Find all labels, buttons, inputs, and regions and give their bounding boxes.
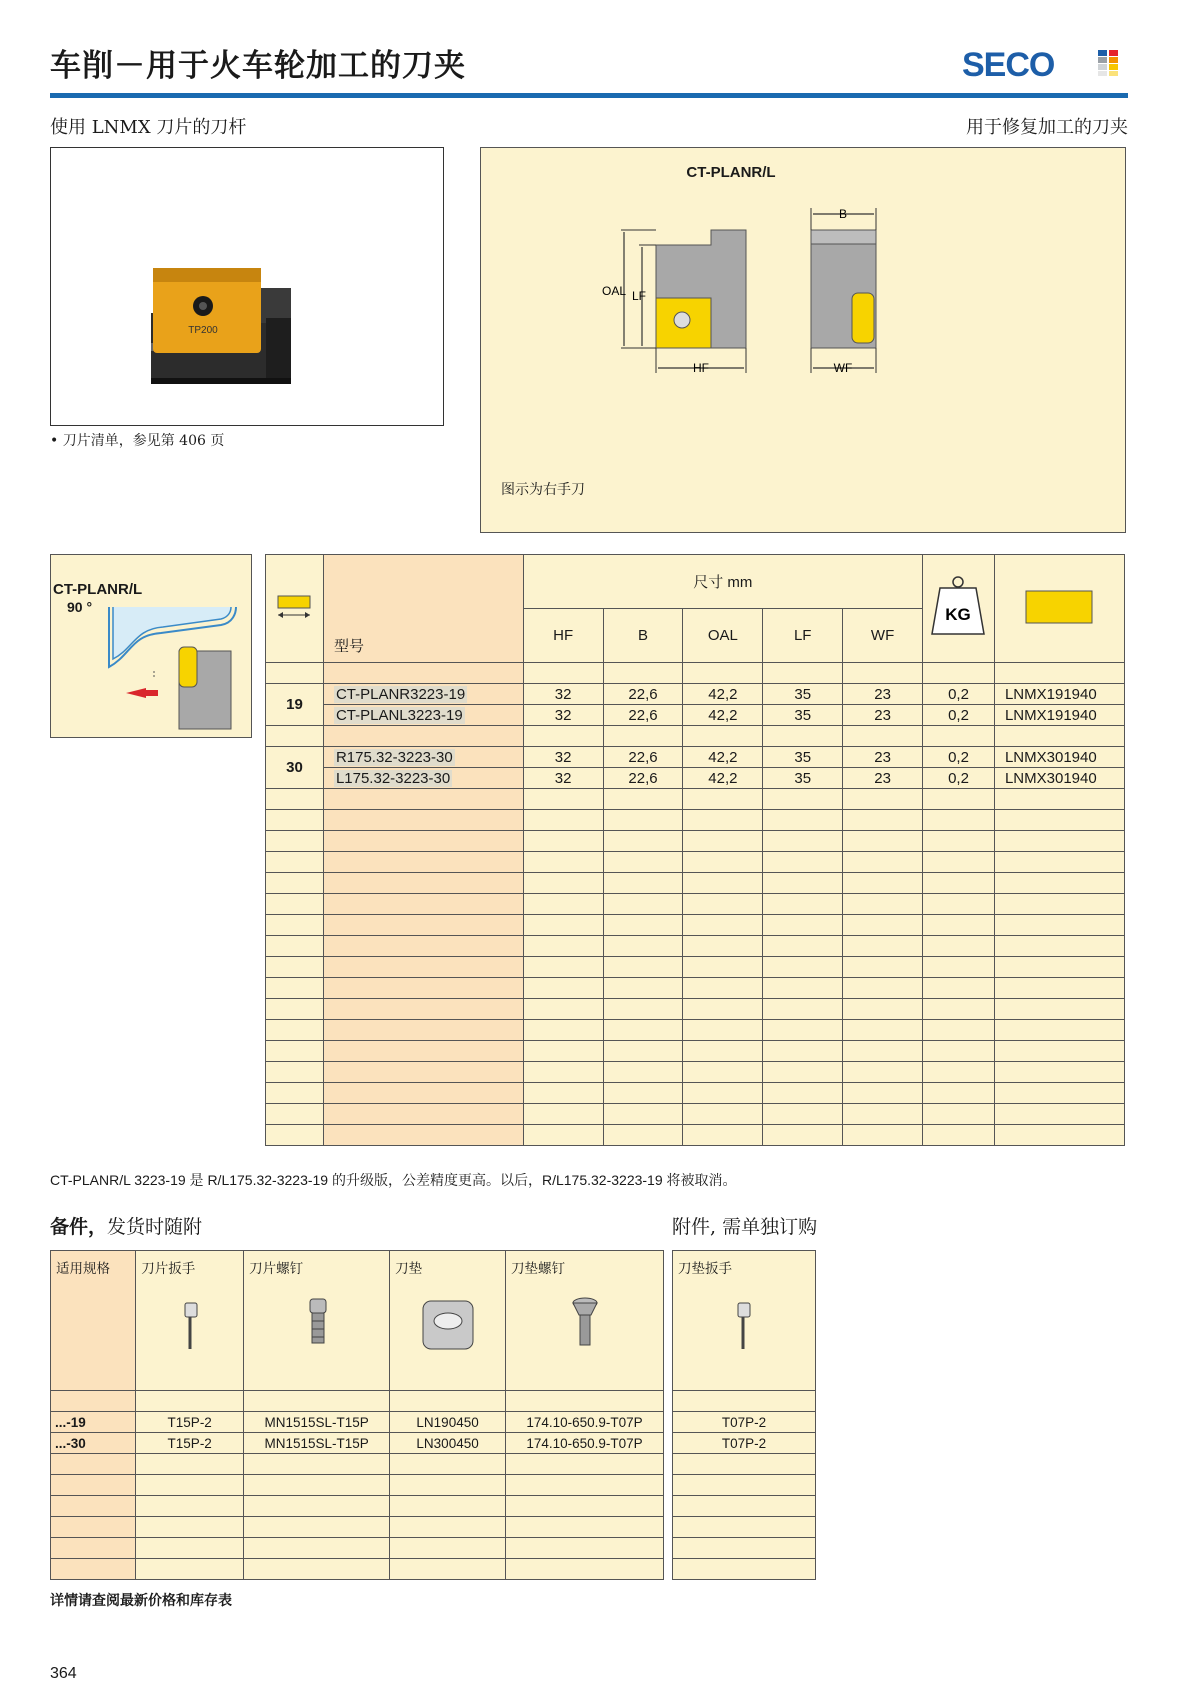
- empty-row: [266, 1020, 1125, 1041]
- lf-value: 35: [763, 705, 843, 726]
- model-name: L175.32-3223-30: [335, 769, 451, 787]
- empty-row: [266, 915, 1125, 936]
- model-name: R175.32-3223-30: [335, 748, 453, 766]
- oal-value: 42,2: [683, 747, 763, 768]
- model-name: CT-PLANL3223-19: [335, 706, 463, 724]
- empty-row: [673, 1475, 816, 1496]
- dimension-diagram: [480, 147, 1126, 533]
- wf-label: WF: [833, 361, 853, 375]
- table-row: [51, 1412, 664, 1433]
- diagram-title: CT-PLANR/L: [686, 164, 776, 181]
- insert-screw-header: 刀片螺钉: [244, 1251, 390, 1391]
- size-header: 适用规格: [51, 1251, 136, 1391]
- applicable-size: ...-19: [51, 1412, 136, 1433]
- oal-value: 42,2: [683, 684, 763, 705]
- holder-table: [265, 554, 1125, 1146]
- wf-value: 23: [843, 747, 923, 768]
- insert-value: LNMX191940: [994, 684, 1124, 705]
- b-value: 22,6: [603, 705, 683, 726]
- col-wf: WF: [843, 609, 923, 663]
- seco-logo: SECO: [962, 46, 1055, 84]
- wf-value: 23: [843, 705, 923, 726]
- empty-row: [51, 1538, 664, 1559]
- shim-screw-header: 刀垫螺钉: [506, 1251, 664, 1391]
- page-title: 车削－用于火车轮加工的刀夹: [50, 48, 466, 84]
- table-row: [673, 1412, 816, 1433]
- shim-value: LN300450: [390, 1433, 506, 1454]
- subtitle-left: 使用 LNMX 刀片的刀杆: [50, 117, 247, 138]
- model-name: CT-PLANR3223-19: [335, 685, 466, 703]
- insert-key-value: T15P-2: [136, 1412, 244, 1433]
- empty-row: [51, 1559, 664, 1580]
- model-header: 型号: [323, 555, 523, 663]
- insert-key-header: 刀片扳手: [136, 1251, 244, 1391]
- key-icon: [141, 1277, 241, 1357]
- header-rule: [50, 93, 1128, 98]
- shim-key-header: 刀垫扳手: [673, 1251, 816, 1391]
- empty-row: [266, 999, 1125, 1020]
- insert-value: LNMX301940: [994, 747, 1124, 768]
- hf-value: 32: [523, 705, 603, 726]
- kg-label: KG: [945, 604, 972, 624]
- empty-row: [266, 789, 1125, 810]
- empty-row: [673, 1559, 816, 1580]
- b-value: 22,6: [603, 684, 683, 705]
- table-row: [266, 684, 1125, 705]
- col-lf: LF: [763, 609, 843, 663]
- insert-header: [994, 555, 1124, 663]
- empty-row: [673, 1454, 816, 1475]
- kg-value: 0,2: [923, 768, 995, 789]
- empty-row: [51, 1496, 664, 1517]
- accessories-table: [672, 1250, 816, 1580]
- oal-value: 42,2: [683, 705, 763, 726]
- shim-header: 刀垫: [390, 1251, 506, 1391]
- empty-row: [266, 894, 1125, 915]
- subtitle-right: 用于修复加工的刀夹: [966, 117, 1128, 138]
- wf-value: 23: [843, 684, 923, 705]
- col-oal: OAL: [683, 609, 763, 663]
- insert-list-note: • 刀片清单，参见第 406 页: [50, 433, 225, 449]
- oal-value: 42,2: [683, 768, 763, 789]
- workpiece-profile-icon: [51, 555, 251, 737]
- hf-label: HF: [693, 361, 709, 375]
- empty-row: [266, 1083, 1125, 1104]
- b-value: 22,6: [603, 747, 683, 768]
- tp200-label: TP200: [188, 325, 218, 336]
- weight-header: [923, 555, 995, 663]
- shim-key-value: T07P-2: [673, 1412, 816, 1433]
- table-row: [266, 768, 1125, 789]
- empty-row: [51, 1475, 664, 1496]
- empty-row: [266, 852, 1125, 873]
- upgrade-note: CT-PLANR/L 3223-19 是 R/L175.32-3223-19 的升级版，公差精度更高。以后，R/L175.32-3223-19 将被取消。: [50, 1172, 737, 1188]
- price-footnote: 详情请查阅最新价格和库存表: [50, 1593, 232, 1609]
- oal-label: OAL: [601, 284, 627, 298]
- lf-value: 35: [763, 747, 843, 768]
- table-row: [266, 747, 1125, 768]
- shim-screw-value: 174.10-650.9-T07P: [506, 1433, 664, 1454]
- table-row: [51, 1433, 664, 1454]
- mini-title: CT-PLANR/L: [53, 581, 143, 598]
- empty-row: [266, 1104, 1125, 1125]
- right-hand-note: 图示为右手刀: [501, 482, 585, 498]
- product-photo: [50, 147, 444, 426]
- insert-screw-value: MN1515SL-T15P: [244, 1433, 390, 1454]
- screw-icon: [249, 1277, 385, 1357]
- empty-row: [673, 1496, 816, 1517]
- lf-value: 35: [763, 684, 843, 705]
- kg-value: 0,2: [923, 684, 995, 705]
- col-hf: HF: [523, 609, 603, 663]
- hf-value: 32: [523, 768, 603, 789]
- empty-row: [266, 810, 1125, 831]
- insert-size-icon: [276, 594, 312, 620]
- applicable-size: ...-30: [51, 1433, 136, 1454]
- col-b: B: [603, 609, 683, 663]
- table-row: [266, 705, 1125, 726]
- tool-holder-image: [51, 148, 443, 425]
- dimension-drawing: [481, 148, 1125, 532]
- empty-row: [266, 1125, 1125, 1146]
- kg-value: 0,2: [923, 705, 995, 726]
- shim-value: LN190450: [390, 1412, 506, 1433]
- table-row: [673, 1433, 816, 1454]
- empty-row: [673, 1538, 816, 1559]
- kg-value: 0,2: [923, 747, 995, 768]
- page-number: 364: [50, 1665, 77, 1682]
- insert-key-value: T15P-2: [136, 1433, 244, 1454]
- insert-screw-value: MN1515SL-T15P: [244, 1412, 390, 1433]
- empty-row: [673, 1517, 816, 1538]
- size-30: 30: [266, 747, 324, 789]
- empty-row: [266, 957, 1125, 978]
- b-label: B: [838, 207, 848, 221]
- hf-value: 32: [523, 747, 603, 768]
- b-value: 22,6: [603, 768, 683, 789]
- insert-value: LNMX301940: [994, 768, 1124, 789]
- spare-parts-heading: 备件，发货时随附: [50, 1216, 203, 1238]
- shim-icon: [395, 1277, 501, 1357]
- shim-screw-icon: [511, 1277, 659, 1357]
- empty-row: [266, 1062, 1125, 1083]
- accessories-heading: 附件, 需单独订购: [672, 1216, 818, 1238]
- mini-angle: 90 °: [67, 599, 93, 615]
- spare-parts-table: [50, 1250, 664, 1580]
- insert-value: LNMX191940: [994, 705, 1124, 726]
- empty-row: [266, 936, 1125, 957]
- empty-row: [266, 1041, 1125, 1062]
- empty-row: [266, 873, 1125, 894]
- empty-row: [51, 1454, 664, 1475]
- insert-size-header: [266, 555, 324, 663]
- empty-row: [266, 978, 1125, 999]
- size-19: 19: [266, 684, 324, 726]
- empty-row: [266, 831, 1125, 852]
- lf-value: 35: [763, 768, 843, 789]
- shim-key-value: T07P-2: [673, 1433, 816, 1454]
- kg-weight-icon: [930, 574, 986, 640]
- insert-yellow-icon: [1024, 589, 1094, 625]
- shim-screw-value: 174.10-650.9-T07P: [506, 1412, 664, 1433]
- hf-value: 32: [523, 684, 603, 705]
- logo-squares-icon: [1098, 50, 1118, 76]
- wf-value: 23: [843, 768, 923, 789]
- dimension-header: 尺寸 mm: [523, 555, 922, 609]
- empty-row: [51, 1517, 664, 1538]
- holder-mini-diagram: [50, 554, 252, 738]
- shim-key-icon: [678, 1277, 812, 1357]
- lf-label: LF: [631, 289, 647, 303]
